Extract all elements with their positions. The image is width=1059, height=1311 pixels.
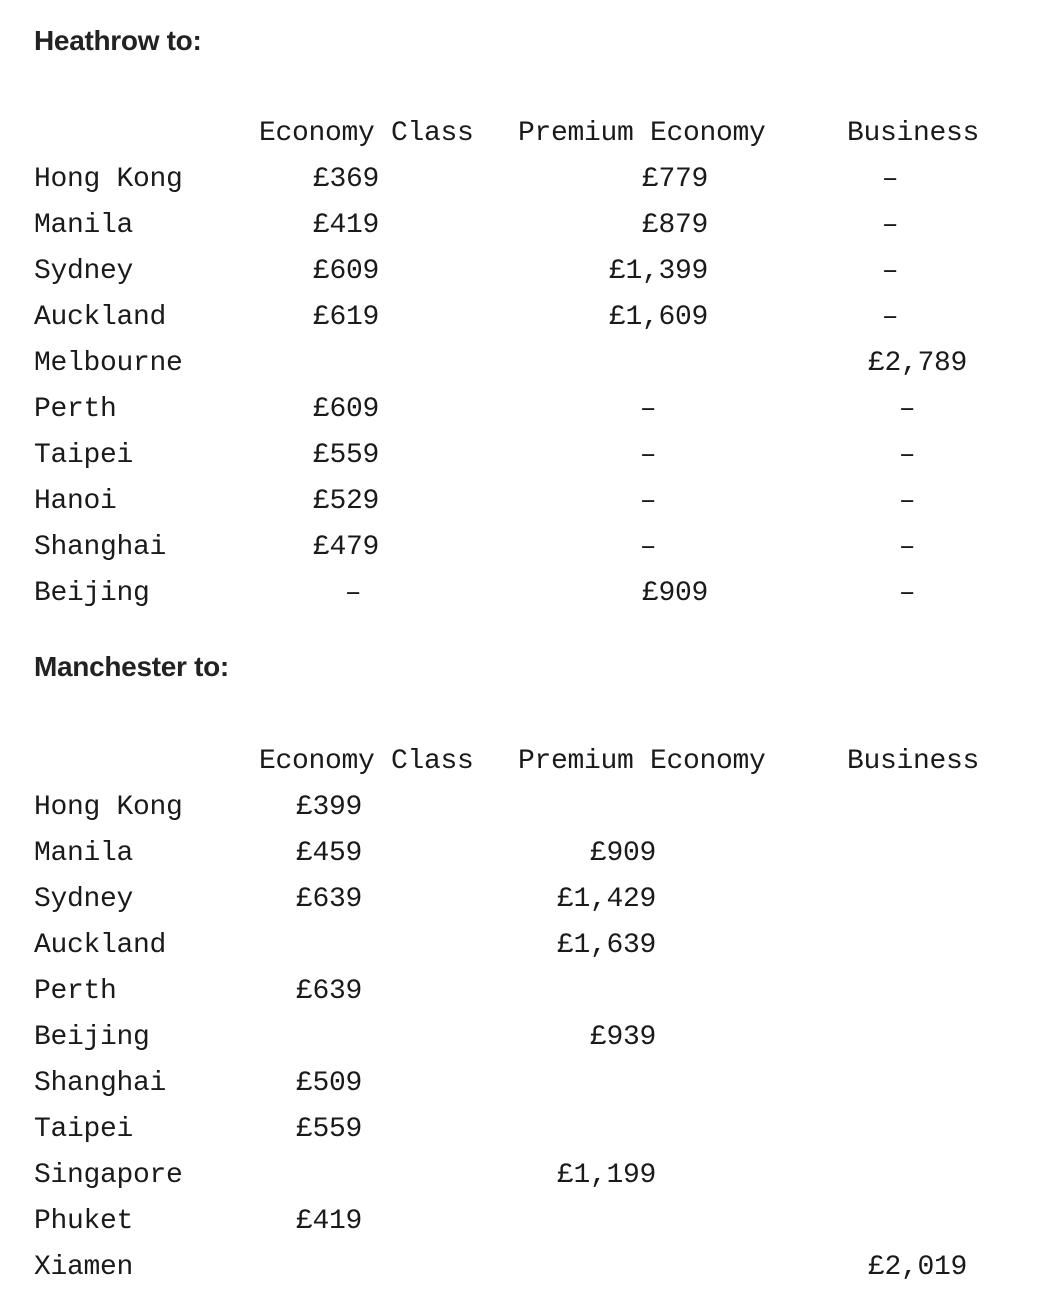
section-title-heathrow: Heathrow to:	[34, 25, 202, 56]
premium-economy-header: Premium Economy	[518, 746, 766, 777]
economy-fare: £639	[295, 976, 362, 1007]
city-name: Auckland	[34, 302, 167, 333]
business-header: Business	[847, 118, 980, 149]
business-fare: –	[881, 256, 899, 287]
economy-fare: £369	[312, 164, 379, 195]
business-fare: –	[898, 394, 916, 425]
business-fare: –	[881, 164, 899, 195]
city-name: Hanoi	[34, 486, 117, 517]
economy-fare: £529	[312, 486, 379, 517]
city-name: Manila	[34, 838, 134, 869]
premium-economy-header: Premium Economy	[518, 118, 766, 149]
section-title-manchester: Manchester to:	[34, 651, 229, 682]
business-fare: £2,789	[867, 348, 967, 379]
city-name: Phuket	[34, 1206, 134, 1237]
city-name: Perth	[34, 976, 117, 1007]
premium-economy-fare: £909	[589, 838, 656, 869]
premium-economy-fare: £1,609	[608, 302, 708, 333]
city-name: Taipei	[34, 440, 134, 471]
city-name: Hong Kong	[34, 792, 183, 823]
city-name: Hong Kong	[34, 164, 183, 195]
business-fare: –	[898, 486, 916, 517]
city-name: Sydney	[34, 884, 134, 915]
city-name: Shanghai	[34, 1068, 167, 1099]
premium-economy-fare: £1,399	[608, 256, 708, 287]
business-fare: –	[881, 210, 899, 241]
city-name: Manila	[34, 210, 134, 241]
business-fare: –	[881, 302, 899, 333]
city-name: Melbourne	[34, 348, 183, 379]
economy-fare: £619	[312, 302, 379, 333]
premium-economy-fare: £1,429	[556, 884, 656, 915]
economy-fare: £479	[312, 532, 379, 563]
premium-economy-fare: –	[639, 486, 657, 517]
economy-class-header: Economy Class	[259, 746, 474, 777]
city-name: Perth	[34, 394, 117, 425]
economy-fare: £399	[295, 792, 362, 823]
premium-economy-fare: £879	[641, 210, 708, 241]
economy-fare: £639	[295, 884, 362, 915]
city-name: Taipei	[34, 1114, 134, 1145]
economy-fare: £559	[312, 440, 379, 471]
city-name: Xiamen	[34, 1252, 134, 1283]
city-name: Singapore	[34, 1160, 183, 1191]
economy-fare: £459	[295, 838, 362, 869]
premium-economy-fare: £1,639	[556, 930, 656, 961]
business-header: Business	[847, 746, 980, 777]
economy-fare: –	[344, 578, 362, 609]
business-fare: –	[898, 578, 916, 609]
premium-economy-fare: £779	[641, 164, 708, 195]
economy-fare: £509	[295, 1068, 362, 1099]
economy-fare: £559	[295, 1114, 362, 1145]
city-name: Shanghai	[34, 532, 167, 563]
business-fare: –	[898, 440, 916, 471]
premium-economy-fare: £1,199	[556, 1160, 656, 1191]
economy-fare: £419	[312, 210, 379, 241]
economy-fare: £609	[312, 256, 379, 287]
premium-economy-fare: £939	[589, 1022, 656, 1053]
city-name: Auckland	[34, 930, 167, 961]
economy-fare: £609	[312, 394, 379, 425]
premium-economy-fare: –	[639, 532, 657, 563]
city-name: Sydney	[34, 256, 134, 287]
premium-economy-fare: –	[639, 440, 657, 471]
business-fare: £2,019	[867, 1252, 967, 1283]
city-name: Beijing	[34, 1022, 150, 1053]
economy-fare: £419	[295, 1206, 362, 1237]
economy-class-header: Economy Class	[259, 118, 474, 149]
city-name: Beijing	[34, 578, 150, 609]
premium-economy-fare: –	[639, 394, 657, 425]
business-fare: –	[898, 532, 916, 563]
premium-economy-fare: £909	[641, 578, 708, 609]
